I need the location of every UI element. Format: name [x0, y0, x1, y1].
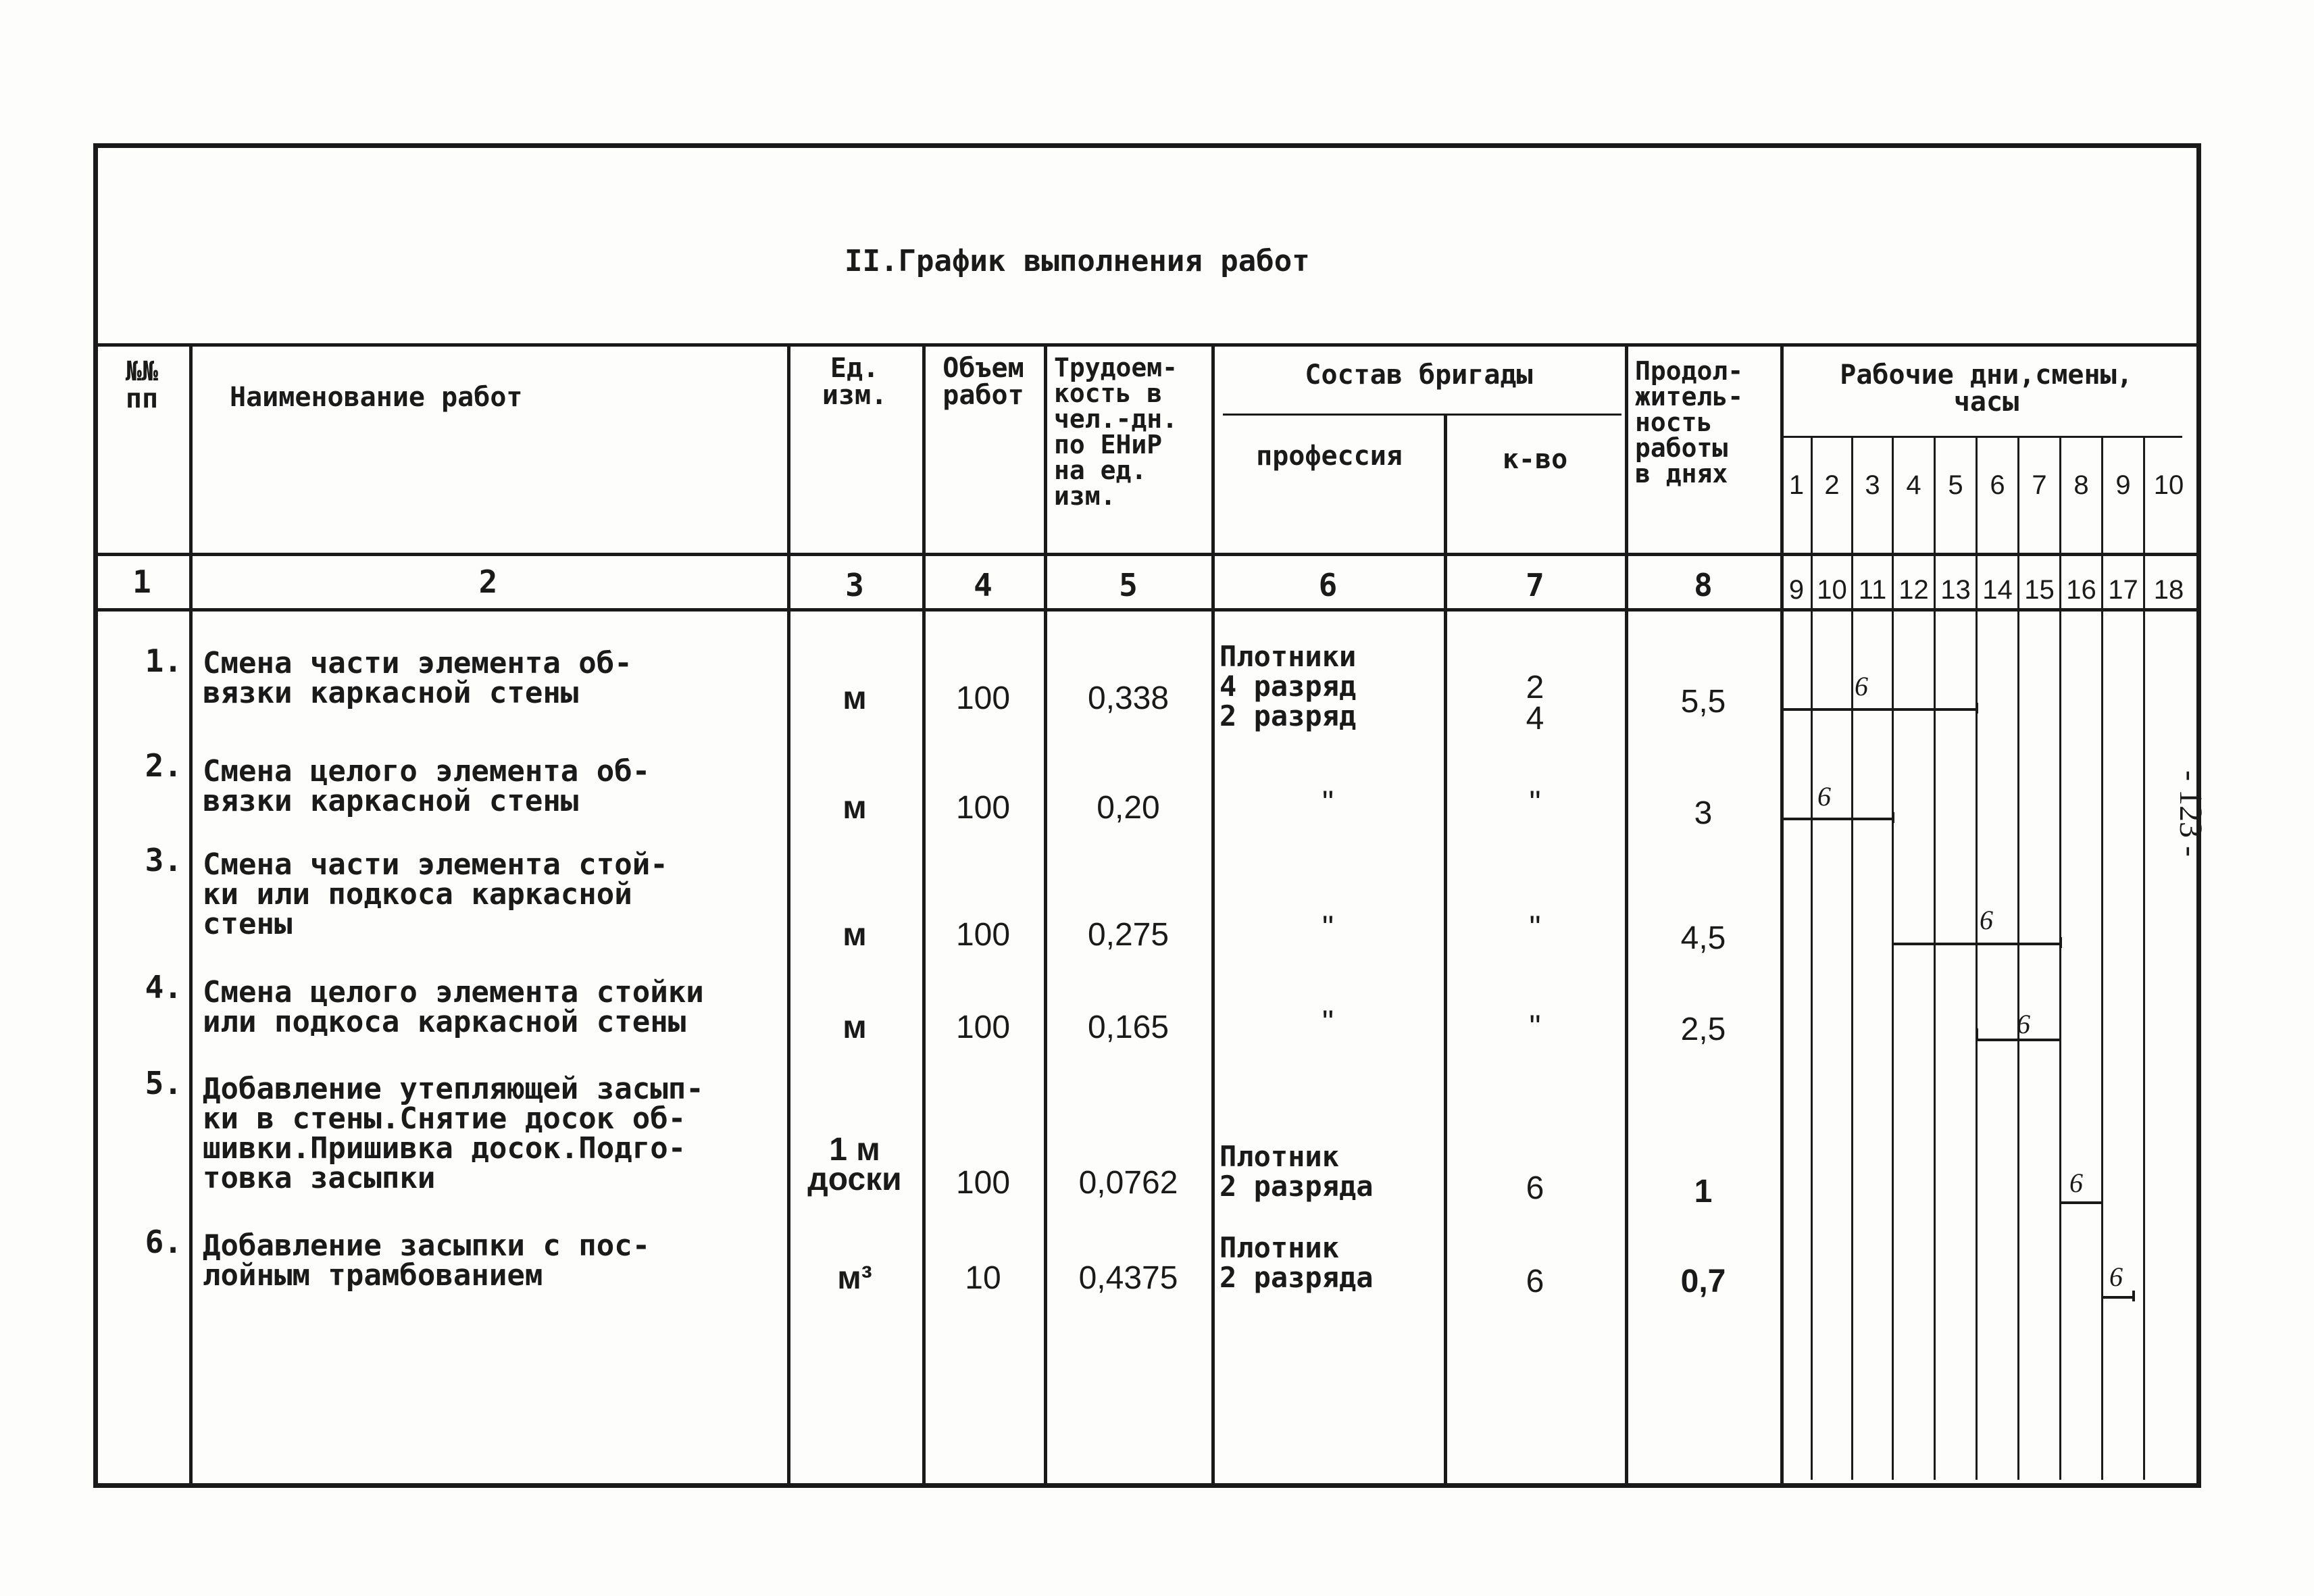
profession: Плотник 2 разряда [1219, 1140, 1374, 1203]
volume: 100 [955, 1165, 1011, 1201]
count: 6 [1526, 1170, 1544, 1206]
rule-days-sub [1784, 436, 2182, 438]
unit: м³ [837, 1260, 872, 1296]
count: " [1529, 1009, 1541, 1045]
row-number: 4. [145, 969, 182, 1005]
day-number: 3 [1865, 470, 1880, 500]
profession: " [1322, 910, 1334, 946]
col-divider-1 [189, 343, 193, 1488]
col-divider-3 [922, 343, 926, 1488]
gantt-column-number: 15 [2024, 575, 2055, 605]
row-number: 1. [145, 643, 182, 679]
gantt-bar-start-tick [1976, 1028, 1978, 1039]
column-number: 2 [478, 564, 498, 600]
gantt-label: 6 [2017, 1009, 2030, 1039]
duration: 0,7 [1680, 1264, 1726, 1299]
volume: 100 [955, 1009, 1011, 1045]
gantt-bar-1 [1784, 708, 1978, 711]
gantt-column-number: 17 [2108, 575, 2138, 605]
unit: м [842, 1009, 867, 1045]
row-number: 3. [145, 842, 182, 878]
duration: 3 [1694, 795, 1713, 831]
duration: 2,5 [1680, 1012, 1726, 1047]
row-number: 6. [145, 1224, 182, 1260]
labor: 0,0762 [1078, 1165, 1178, 1201]
duration: 1 [1694, 1174, 1713, 1210]
header-brigade: Состав бригады [1305, 359, 1533, 391]
work-name: Смена части элемента стой- ки или подкоса каркасной стены [203, 847, 668, 941]
gantt-column-number: 11 [1858, 575, 1887, 605]
header-count: к-во [1502, 444, 1568, 475]
duration: 5,5 [1680, 684, 1726, 720]
gantt-label: 6 [1980, 905, 1993, 935]
day-number: 8 [2073, 470, 2089, 500]
gantt-bar-end-tick [2132, 1291, 2135, 1301]
header-profession: профессия [1256, 441, 1403, 472]
header-num: №№ пп [125, 356, 159, 414]
gantt-column-number: 18 [2153, 575, 2184, 605]
unit: м [842, 790, 867, 826]
day-number: 9 [2115, 470, 2131, 500]
day-number: 10 [2153, 470, 2184, 500]
col-divider-8 [1780, 343, 1784, 1488]
rule-title-bottom [93, 343, 2201, 347]
profession: " [1322, 785, 1334, 821]
labor: 0,165 [1087, 1009, 1169, 1045]
gantt-column-number: 16 [2066, 575, 2096, 605]
profession: Плотник 2 разряда [1219, 1231, 1374, 1294]
gantt-bar-end-tick [2059, 937, 2062, 948]
labor: 0,20 [1097, 790, 1160, 826]
day-number: 4 [1906, 470, 1921, 500]
page-number: - 123 - [2173, 770, 2209, 857]
header-duration: Продол- житель- ность работы в днях [1635, 356, 1744, 489]
column-number: 1 [132, 564, 151, 600]
header-labor: Трудоем- кость в чел.-дн. по ЕНиР на ед. изм. [1054, 353, 1178, 511]
gantt-bar-6 [2101, 1296, 2134, 1299]
day-number: 1 [1788, 470, 1805, 500]
gantt-label: 6 [1817, 781, 1831, 812]
gantt-column-number: 10 [1817, 575, 1847, 605]
header-unit: Ед. изм. [822, 353, 888, 411]
gantt-label: 6 [2109, 1262, 2123, 1292]
work-name: Добавление засыпки с пос- лойным трамбованием [203, 1228, 651, 1293]
unit: м [842, 917, 867, 953]
column-number: 7 [1526, 567, 1544, 603]
row-number: 2. [145, 747, 182, 784]
duration: 4,5 [1680, 920, 1726, 956]
column-number: 6 [1318, 567, 1338, 603]
gantt-label: 6 [2069, 1168, 2083, 1198]
day-number: 6 [1990, 470, 2005, 500]
labor: 0,275 [1087, 917, 1169, 953]
header-workdays: Рабочие дни,смены, часы [1840, 359, 2133, 418]
unit: м [842, 680, 867, 716]
page-title: II.График выполнения работ [845, 244, 1310, 278]
count: " [1529, 785, 1541, 821]
rule-brigade-sub [1223, 414, 1621, 416]
gantt-column-number: 9 [1788, 575, 1805, 605]
day-number: 5 [1948, 470, 1963, 500]
column-number: 8 [1694, 567, 1713, 603]
count: 6 [1526, 1264, 1544, 1299]
day-number: 7 [2032, 470, 2047, 500]
volume: 100 [955, 680, 1011, 716]
gantt-column-number: 13 [1940, 575, 1971, 605]
gantt-label: 6 [1855, 671, 1868, 701]
work-name: Добавление утепляющей засып- ки в стены.Снятие досок об- шивки.Пришивка досок.Подго- товка засыпки [203, 1072, 704, 1195]
work-name: Смена целого элемента стойки или подкоса каркасной стены [203, 975, 704, 1039]
unit: 1 м доски [807, 1132, 902, 1197]
gantt-column-number: 12 [1898, 575, 1929, 605]
header-name: Наименование работ [230, 382, 523, 413]
col-divider-7 [1625, 343, 1628, 1488]
col-divider-2 [787, 343, 790, 1488]
profession: " [1322, 1005, 1334, 1041]
row-number: 5. [145, 1065, 182, 1101]
profession: Плотники 4 разряд 2 разряд [1219, 640, 1357, 732]
gantt-column-number: 14 [1982, 575, 2013, 605]
rule-header-bottom [93, 553, 2201, 556]
gantt-bar-5 [2059, 1201, 2103, 1204]
gantt-bar-end-tick [1976, 703, 1978, 714]
col-divider-4 [1044, 343, 1047, 1488]
column-number: 4 [974, 567, 992, 603]
day-number: 2 [1824, 470, 1840, 500]
rule-colnum-bottom [93, 608, 2201, 612]
count: " [1529, 910, 1541, 946]
gantt-bar-2 [1784, 818, 1893, 820]
labor: 0,4375 [1078, 1260, 1178, 1296]
work-name: Смена части элемента об- вязки каркасной стены [203, 646, 632, 710]
count: 2 4 [1526, 670, 1544, 737]
volume: 10 [965, 1260, 1001, 1296]
gantt-bar-end-tick [1892, 812, 1894, 823]
column-number: 5 [1119, 567, 1138, 603]
volume: 100 [955, 790, 1011, 826]
work-name: Смена целого элемента об- вязки каркасной стены [203, 754, 651, 818]
column-number: 3 [845, 567, 864, 603]
labor: 0,338 [1087, 680, 1169, 716]
gantt-bar-3 [1892, 943, 2061, 945]
header-volume: Объем работ [942, 353, 1024, 411]
volume: 100 [955, 917, 1011, 953]
